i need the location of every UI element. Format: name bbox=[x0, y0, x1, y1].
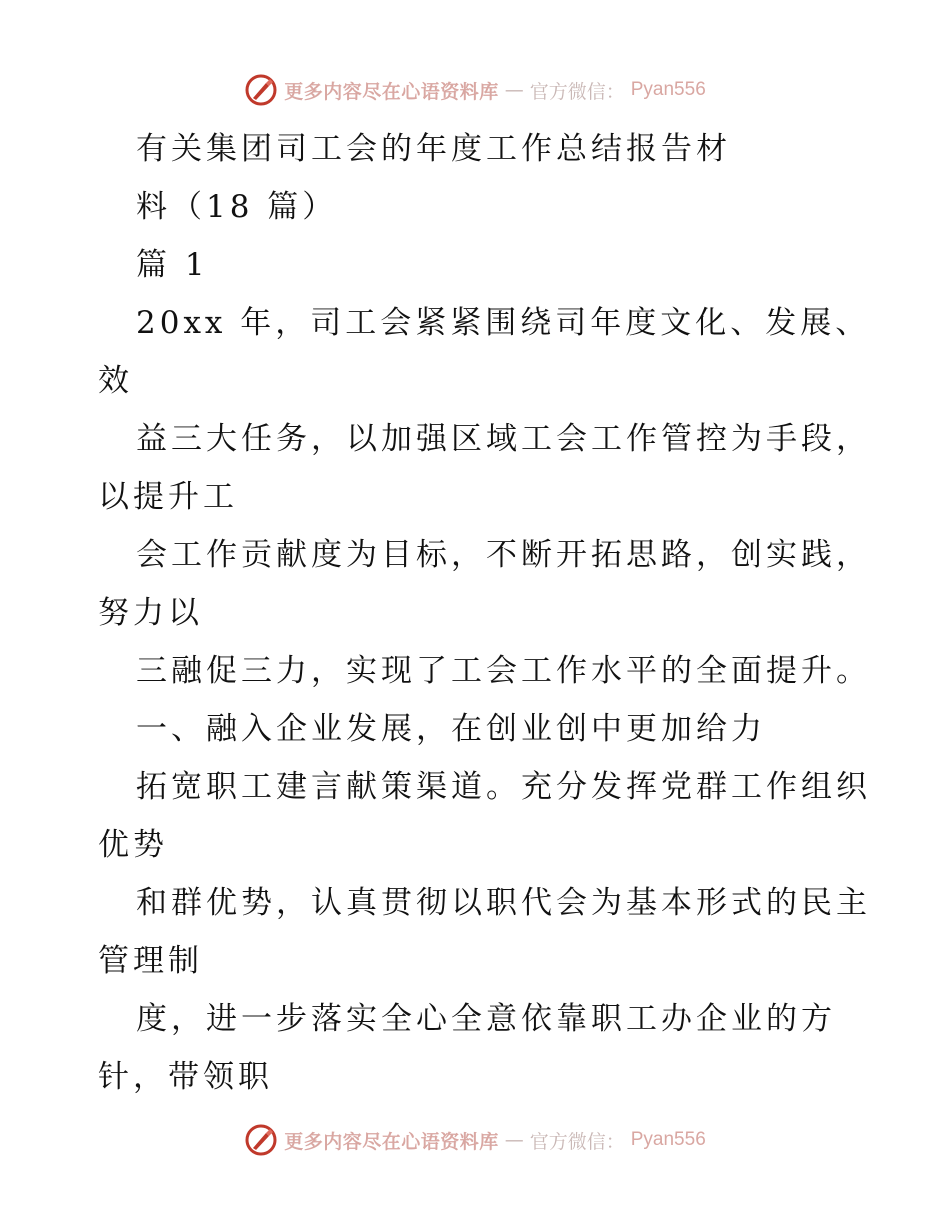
paragraph-line: 会工作贡献度为目标，不断开拓思路，创实践， bbox=[136, 537, 871, 573]
paragraph-line: 效 bbox=[98, 363, 133, 399]
pen-logo-icon bbox=[244, 1123, 278, 1157]
doc-title-line-1: 有关集团司工会的年度工作总结报告材 bbox=[136, 131, 731, 167]
paragraph-line: 20xx 年，司工会紧紧围绕司年度文化、发展、 bbox=[136, 305, 871, 341]
paragraph-line: 针，带领职 bbox=[98, 1059, 273, 1095]
watermark-text: 更多内容尽在心语资料库 bbox=[284, 80, 499, 103]
subheading-line: 一、融入企业发展，在创业创中更加给力 bbox=[136, 711, 766, 747]
paragraph-line: 拓宽职工建言献策渠道。充分发挥党群工作组织 bbox=[136, 769, 871, 805]
watermark-wechat-label: 官方微信： bbox=[529, 1130, 625, 1153]
footer-watermark bbox=[0, 1118, 950, 1162]
watermark-wechat-id: Pyan556 bbox=[630, 79, 706, 100]
paragraph-line: 度，进一步落实全心全意依靠职工办企业的方 bbox=[136, 1001, 836, 1037]
watermark-separator: — bbox=[504, 1129, 524, 1151]
paragraph-line: 和群优势，认真贯彻以职代会为基本形式的民主 bbox=[136, 885, 871, 921]
watermark-text: 更多内容尽在心语资料库 bbox=[284, 1130, 499, 1153]
pen-logo-icon bbox=[244, 73, 278, 107]
paragraph-line: 益三大任务，以加强区域工会工作管控为手段， bbox=[136, 421, 871, 457]
paragraph-line: 努力以 bbox=[98, 595, 203, 631]
paragraph-line: 管理制 bbox=[98, 943, 203, 979]
paragraph-line: 以提升工 bbox=[98, 479, 238, 515]
watermark-wechat-id: Pyan556 bbox=[630, 1129, 706, 1150]
watermark-wechat-label: 官方微信： bbox=[529, 80, 625, 103]
section-heading: 篇 1 bbox=[136, 247, 209, 283]
paragraph-line: 优势 bbox=[98, 827, 168, 863]
paragraph-line: 三融促三力，实现了工会工作水平的全面提升。 bbox=[136, 653, 871, 689]
doc-title-line-2: 料（18 篇） bbox=[136, 189, 338, 225]
header-watermark bbox=[0, 68, 950, 112]
watermark-separator: — bbox=[504, 79, 524, 101]
